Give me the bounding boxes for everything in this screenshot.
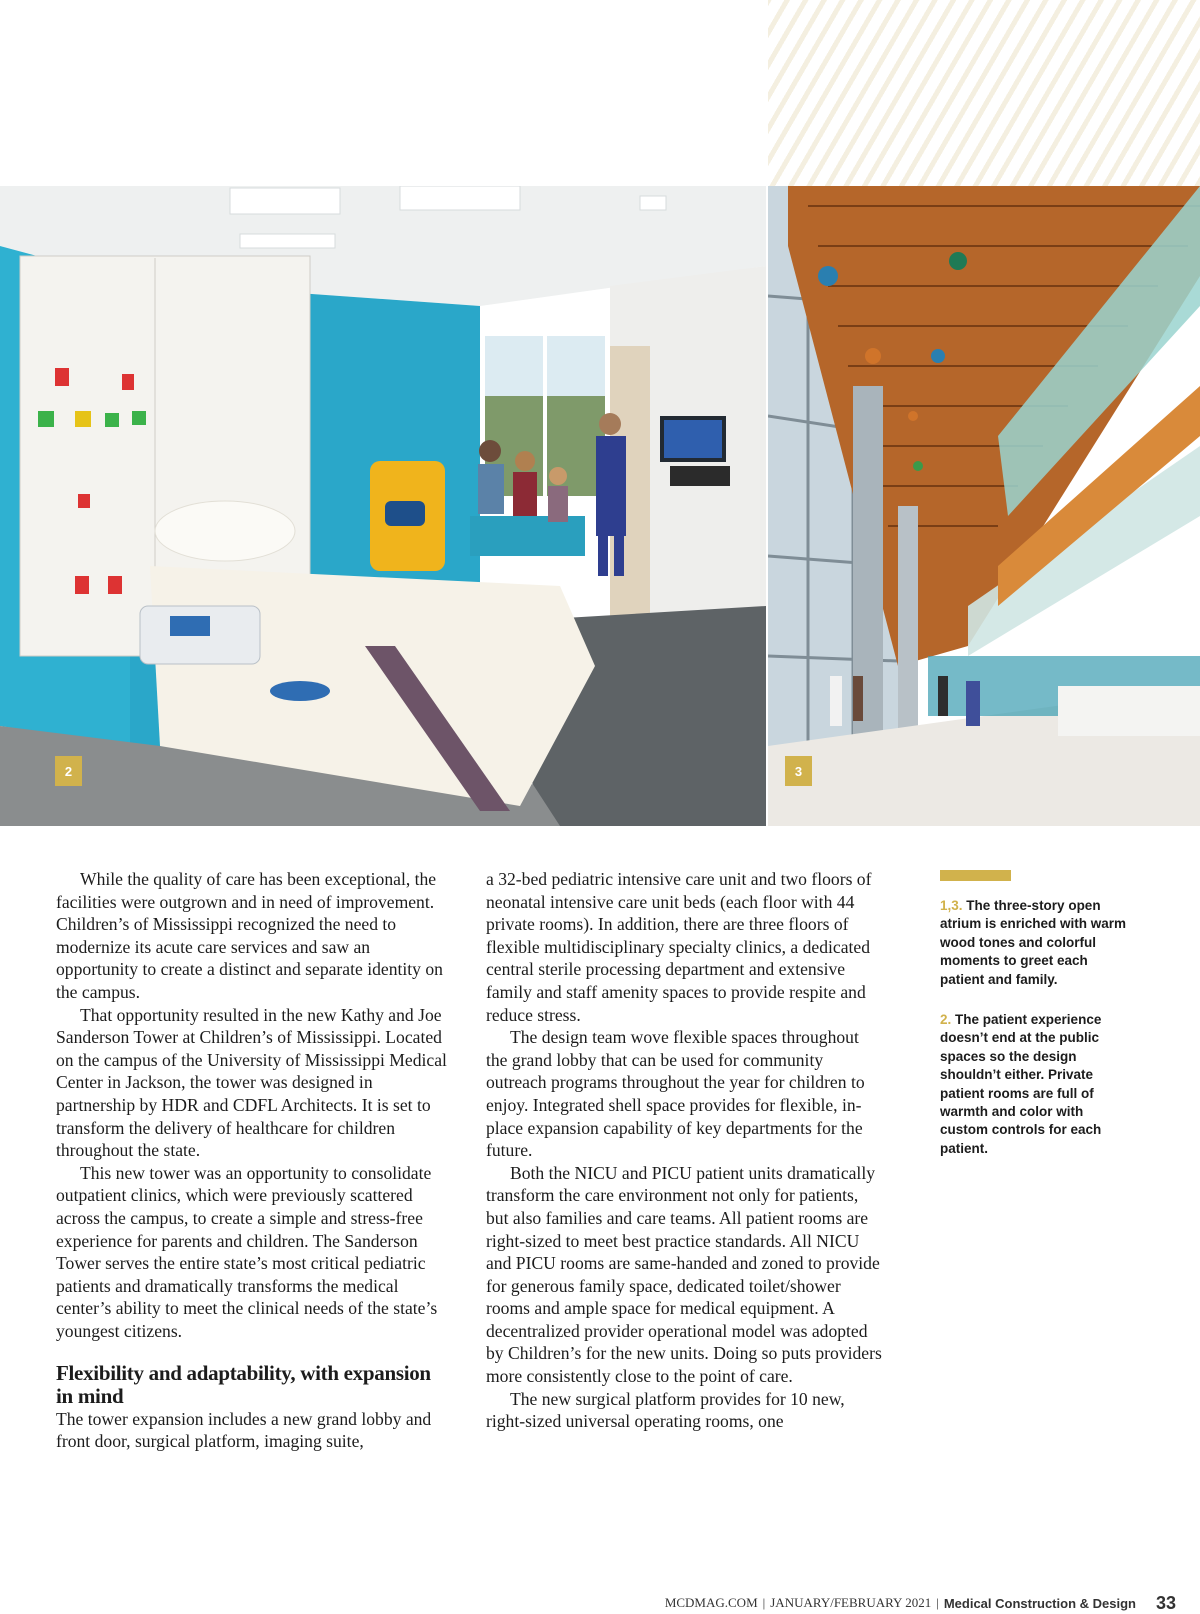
caption-number: 2. [940,1012,952,1028]
page-number: 33 [1155,1592,1176,1613]
footer-site: MCDMAG.COM [664,1595,758,1610]
caption-number: 1,3. [940,898,963,913]
article-column-1 [56,868,452,1453]
article-column-2 [486,868,882,1433]
body-paragraph: Both the NICU and PICU patient units dramatically transform the care environment not only for patients, but also families and care teams. All patient rooms are right-sized to meet best practice standards. All NICU and PICU rooms are same-handed and zoned to provide for generous family space, dedicated toilet/shower rooms and ample space for medical equipment. A decentralized provider operational model was adopted by Children’s for the new units. Doing so puts providers more consistently close to the point of care. [486,1162,882,1387]
photo-number-badge: 3 [785,756,812,786]
body-paragraph: The new surgical platform provides for 10 new, right-sized universal operating rooms, one [486,1388,845,1432]
body-paragraph: While the quality of care has been exceptional, the facilities were outgrown and in need of improvement. Children’s of Mississippi recognized the need to modernize its acute care services and saw an opportunity to create a distinct and separate identity on the campus. [56,869,443,1002]
caption-accent-rule [940,870,1011,881]
caption-text: The patient experience doesn’t end at the public spaces so the design shouldn’t either. Private patient rooms are full of warmth and color with custom controls for each patient. [940,1012,1102,1156]
patient-room-photo [0,186,766,826]
footer-issue: JANUARY/FEBRUARY 2021 [770,1595,932,1610]
body-paragraph: This new tower was an opportunity to consolidate outpatient clinics, which were previously scattered across the campus, to create a simple and stress-free experience for parents and children. The Sanderson Tower serves the entire state’s most critical pediatric patients and dramatically transforms the medical center’s ability to meet the clinical needs of the state’s youngest citizens. [56,1162,438,1341]
photo-captions [940,870,1130,1180]
decorative-stripes [768,0,1200,186]
body-paragraph: That opportunity resulted in the new Kathy and Joe Sanderson Tower at Children’s of Mississippi. Located on the campus of the University of Mississippi Medical Center in Jackson, the tower was designed in partnership by HDR and CDFL Architects. It is set to transform the delivery of healthcare for children throughout the state. [56,1004,447,1161]
body-paragraph: The design team wove flexible spaces throughout the grand lobby that can be used for community outreach programs throughout the year for children to enjoy. Integrated shell space provides for flexible, in-place expansion capability of key departments for the future. [486,1027,865,1161]
body-paragraph: a 32-bed pediatric intensive care unit and two floors of neonatal intensive care unit beds (each floor with 44 private rooms). In addition, there are three floors of flexible multidisciplinary specialty clinics, a dedicated central sterile processing department and extensive family and staff amenity spaces to provide respite and reduce stress. [486,869,872,1025]
footer-publication: Medical Construction & Design [943,1595,1136,1611]
footer-separator: | [762,1595,766,1610]
photo-number-badge: 2 [55,756,82,786]
section-subhead: Flexibility and adaptability, with expansion in mind [56,1361,431,1409]
page-footer [628,1593,1176,1613]
body-paragraph: The tower expansion includes a new grand lobby and front door, surgical platform, imaging suite, [56,1408,432,1452]
caption-text: The three-story open atrium is enriched with warm wood tones and colorful moments to greet each patient and family. [940,898,1127,987]
caption [940,897,1130,989]
atrium-photo [768,186,1200,826]
caption [940,1011,1130,1158]
footer-separator: | [936,1595,939,1610]
